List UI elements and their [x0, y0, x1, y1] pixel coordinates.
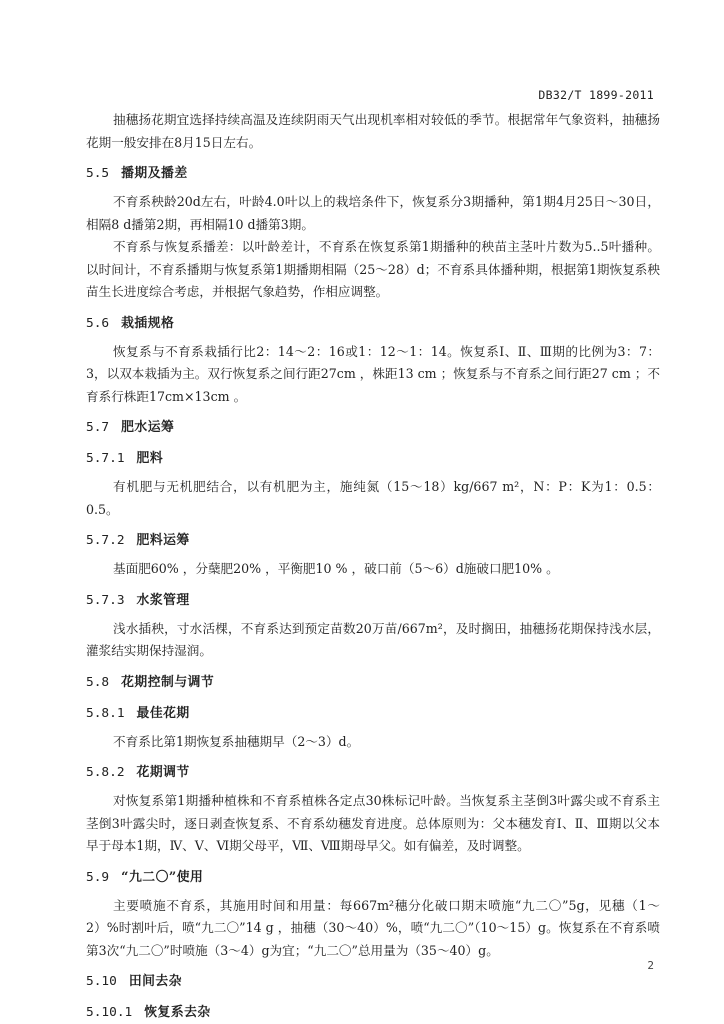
section-5-9-paragraph: 主要喷施不育系，其施用时间和用量：每667m²穗分化破口期末喷施“九二〇”5g，见穗（1～2）%时割叶后，喷“九二〇”14 g ，抽穗（30～40）%，喷“九二〇”（10～15）g。恢复系在不育系喷第3次“九二〇”时喷施（3～4）g为宜；“九二〇”总用量为（35～40）g。 — [86, 897, 660, 958]
section-number: 5.7.1 — [86, 451, 125, 466]
section-5-7-3-paragraph: 浅水插秧，寸水活棵，不育系达到预定苗数20万苗/667m²，及时搁田，抽穗扬花期保持浅水层，灌浆结实期保持湿润。 — [86, 620, 660, 658]
section-5-7-1-paragraph: 有机肥与无机肥结合，以有机肥为主，施纯氮（15～18）kg/667 m²，N：P：K为1：0.5：0.5。 — [86, 479, 660, 517]
section-5-7-1-heading — [86, 448, 660, 470]
section-title: 田间去杂 — [128, 974, 183, 989]
section-5-10-1-heading — [86, 1002, 660, 1024]
section-5-8-1-paragraph: 不育系比第1期恢复系抽穗期早（2～3）d。 — [113, 733, 360, 749]
section-5-5-heading — [86, 163, 660, 185]
section-number: 5.10.1 — [86, 1005, 133, 1020]
section-5-8-2-paragraph: 对恢复系第1期播种植株和不育系植株各定点30株标记叶龄。当恢复系主茎倒3叶露尖或不育系主茎倒3叶露尖时，逐日剥查恢复系、不育系幼穗发育进度。总体原则为：父本穗发育Ⅰ、Ⅱ、Ⅲ期以父本早于母本1期，Ⅳ、Ⅴ、Ⅵ期父母平，Ⅶ、Ⅷ期母早父。如有偏差，及时调整。 — [86, 793, 660, 853]
section-5-8-1-heading — [86, 703, 660, 725]
section-5-7-3-heading — [86, 590, 660, 612]
section-5-6-paragraph: 恢复系与不育系栽插行比2：14～2：16或1：12～1：14。恢复系Ⅰ、Ⅱ、Ⅲ期的比例为3：7：3，以双本栽插为主。双行恢复系之间行距27cm ，株距13 cm ；恢复系与不育系之间行距27 cm ；不育系行株距17cm×13cm 。 — [86, 343, 660, 404]
section-number: 5.7.3 — [86, 592, 125, 608]
section-title: 花期控制与调节 — [121, 674, 215, 690]
section-number: 5.5 — [86, 166, 110, 181]
section-title: 恢复系去杂 — [144, 1005, 211, 1020]
section-5-7-2-paragraph: 基面肥60% ，分蘖肥20% ，平衡肥10 % ，破口前（5～6）d施破口肥10% 。 — [113, 561, 559, 576]
section-5-9-heading — [86, 867, 660, 889]
section-5-5-paragraph-1: 不育系秧龄20d左右，叶龄4.0叶以上的栽培条件下，恢复系分3期播种，第1期4月25日～30日，相隔8 d播第2期，再相隔10 d播第3期。 — [86, 194, 660, 232]
section-5-7-2-heading — [86, 530, 660, 552]
section-number: 5.7.2 — [86, 533, 125, 548]
section-title: “九二〇”使用 — [121, 869, 204, 885]
section-title: 栽插规格 — [121, 315, 175, 331]
page-number: 2 — [647, 959, 654, 972]
section-5-5-paragraph-2: 不育系与恢复系播差：以叶龄差计，不育系在恢复系第1期播种的秧苗主茎叶片数为5..5叶播种。以时间计，不育系播期与恢复系第1期播期相隔（25～28）d；不育系具体播种期，根据第1期恢复系秧苗生长进度综合考虑，并根据气象趋势，作相应调整。 — [86, 239, 660, 299]
section-5-8-heading — [86, 672, 660, 694]
section-title: 肥料运筹 — [136, 533, 190, 548]
section-number: 5.8.2 — [86, 765, 125, 780]
section-title: 花期调节 — [136, 765, 190, 780]
section-title: 肥水运筹 — [121, 420, 175, 435]
section-5-10-heading — [86, 971, 660, 993]
section-5-8-2-heading — [86, 762, 660, 784]
section-number: 5.7 — [86, 420, 110, 435]
section-number: 5.6 — [86, 315, 110, 331]
document-body — [86, 109, 660, 1024]
section-5-6-heading — [86, 313, 660, 335]
section-5-7-heading — [86, 417, 660, 439]
section-number: 5.8 — [86, 674, 110, 690]
section-title: 播期及播差 — [121, 166, 188, 181]
section-number: 5.8.1 — [86, 705, 125, 721]
section-number: 5.9 — [86, 869, 110, 885]
section-title: 最佳花期 — [136, 705, 190, 721]
section-number: 5.10 — [86, 974, 117, 989]
standard-code: DB32/T 1899-2011 — [538, 88, 654, 102]
intro-paragraph: 抽穗扬花期宜选择持续高温及连续阴雨天气出现机率相对较低的季节。根据常年气象资料，抽穗扬花期一般安排在8月15日左右。 — [86, 112, 660, 150]
section-title: 肥料 — [136, 451, 164, 466]
section-title: 水浆管理 — [136, 592, 190, 608]
